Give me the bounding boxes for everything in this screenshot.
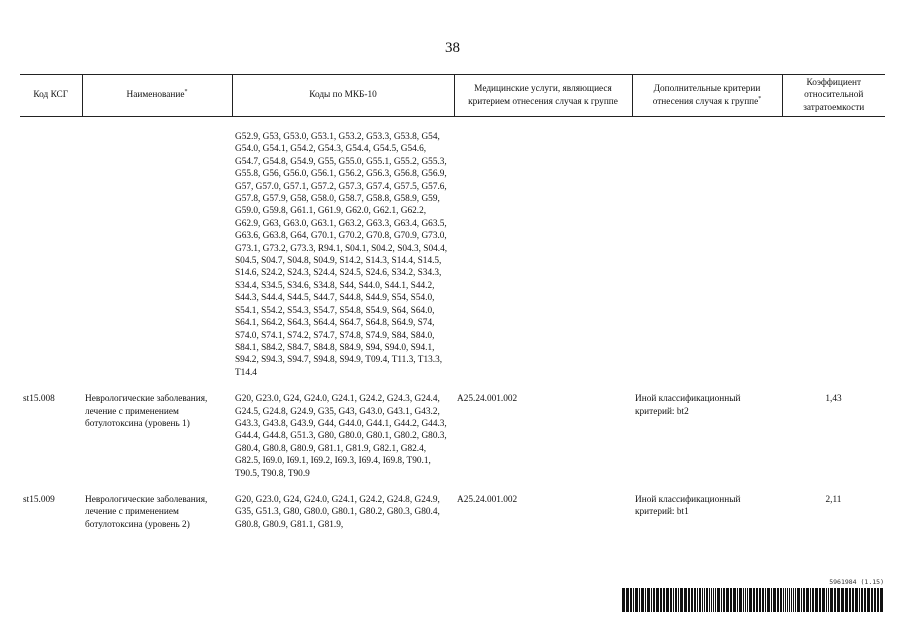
table-row [20,393,885,480]
barcode-bars [622,588,884,612]
header-name: Наименование* [82,75,232,117]
header-mkb: Коды по МКБ-10 [232,75,454,117]
table-row [20,494,885,531]
header-code: Код КСГ [20,75,82,117]
barcode [622,578,884,614]
service-cell: A25.24.001.002 [457,394,518,405]
page-number: 38 [445,40,460,56]
mkb-codes-cell: G52.9, G53, G53.0, G53.1, G53.2, G53.3, G53.8, G54, G54.0, G54.1, G54.2, G54.3, G54.4, G54.5, G54.6, G54.7, G54.8, G54.9, G55, G55.0, G55.1, G55.2, G55.3, G55.8, G56, G56.0, G56.1, G56.2, G56.3, G56.8, G56.9, G57, G57.0, G57.1, G57.2, G57.3, G57.4, G57.5, G57.6, G57.8, G57.9, G58, G58.0, G58.7, G58.8, G58.9, G59, G59.0, G59.8, G61.1, G61.9, G62.0, G62.1, G62.2, G62.9, G63, G63.0, G63.1, G63.2, G63.3, G63.4, G63.5, G63.6, G63.8, G64, G70.1, G70.2, G70.8, G70.9, G73.0, G73.1, G73.2, G73.3, R94.1, S04.1, S04.2, S04.3, S04.4, S04.5, S04.7, S04.8, S04.9, S14.2, S14.3, S14.4, S14.5, S14.6, S24.2, S24.3, S24.4, S24.5, S24.6, S34.2, S34.3, S34.4, S34.5, S34.6, S34.8, S44, S44.0, S44.1, S44.2, S44.3, S44.4, S44.5, S44.7, S44.8, S44.9, S54, S54.0, S54.1, S54.2, S54.3, S54.7, S54.8, S54.9, S64, S64.0, S64.1, S64.2, S64.3, S64.4, S64.7, S64.8, S64.9, S74, S74.0, S74.1, S74.2, S74.7, S74.8, S74.9, S84, S84.0, S84.1, S84.2, S84.7, S84.8, S84.9, S94, S94.0, S94.1, S94.2, S94.3, S94.7, S94.8, S94.9, T09.4, T11.3, T13.3, T14.4 [235,132,448,378]
header-criteria: Дополнительные критерии отнесения случая к группе* [632,75,782,117]
ksg-name-cell: Неврологические заболевания, лечение с применением ботулотоксина (уровень 1) [85,394,208,429]
mkb-codes-cell: G20, G23.0, G24, G24.0, G24.1, G24.2, G24.8, G24.9, G35, G51.3, G80, G80.0, G80.1, G80.2, G80.3, G80.4, G80.8, G80.9, G81.1, G81.9, [235,494,440,530]
service-cell: A25.24.001.002 [457,494,518,505]
header-coef: Коэффициент относительной затратоемкости [782,75,885,117]
ksg-table [20,74,885,531]
table-header-row [20,75,885,117]
coef-cell: 1,43 [825,394,842,405]
criteria-cell: Иной классификационный критерий: bt1 [635,494,741,518]
header-services: Медицинские услуги, являющиеся критерием отнесения случая к группе [454,75,632,117]
coef-cell: 2,11 [825,494,842,505]
mkb-codes-cell: G20, G23.0, G24, G24.0, G24.1, G24.2, G24.3, G24.4, G24.5, G24.8, G24.9, G35, G43, G43.0, G43.1, G43.2, G43.3, G43.8, G43.9, G44, G44.0, G44.1, G44.2, G44.3, G44.4, G44.8, G51.3, G80, G80.0, G80.1, G80.2, G80.3, G80.4, G80.8, G80.9, G81.1, G81.9, G82.1, G82.4, G82.5, I69.0, I69.1, I69.2, I69.3, I69.4, I69.8, T90.1, T90.5, T90.8, T90.9 [235,394,447,479]
table-row-continuation [20,131,885,379]
ksg-name-cell: Неврологические заболевания, лечение с применением ботулотоксина (уровень 2) [85,494,208,530]
ksg-code-cell: st15.008 [23,394,55,405]
barcode-label: 5961984 (1.15) [829,578,884,586]
ksg-code-cell: st15.009 [23,494,55,505]
criteria-cell: Иной классификационный критерий: bt2 [635,394,741,417]
